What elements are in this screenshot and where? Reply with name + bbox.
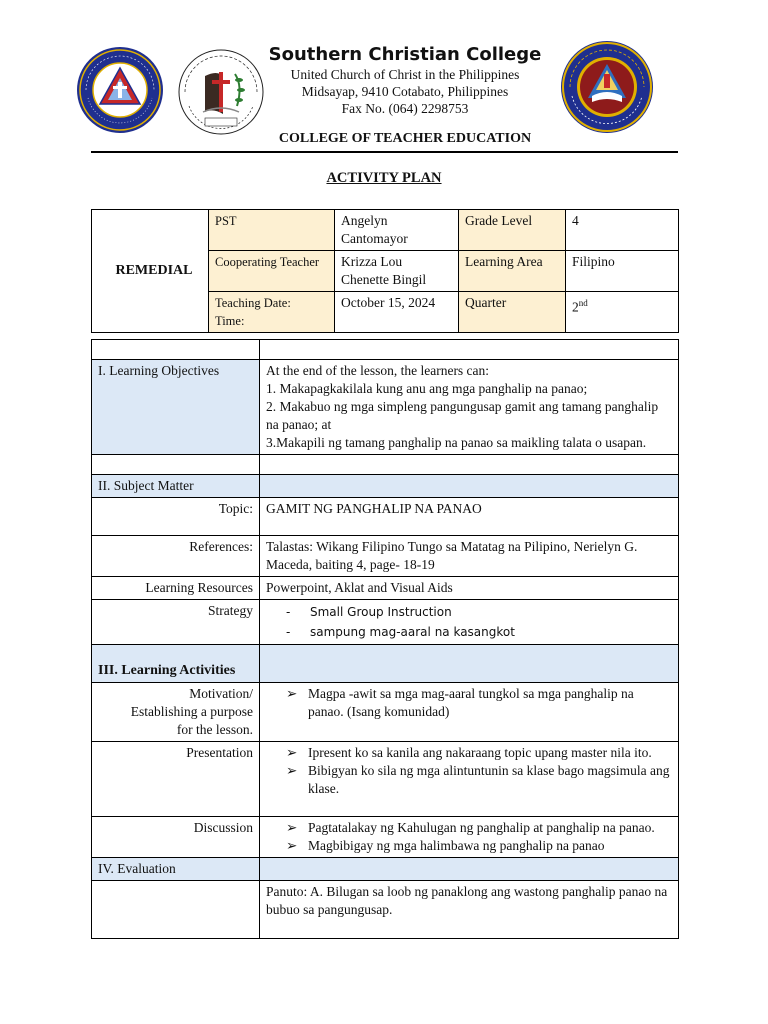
- strategy-item-text: sampung mag-aaral na kasangkot: [310, 625, 515, 639]
- presentation-item-text: Ipresent ko sa kanila ang nakaraang topic upang master nila ito.: [308, 745, 652, 760]
- presentation-label: Presentation: [92, 742, 260, 817]
- blank-cell: [260, 455, 679, 475]
- blank-header-cell-left: [92, 340, 260, 360]
- evaluation-blank: [260, 858, 679, 881]
- quarter-suffix: nd: [578, 298, 588, 308]
- presentation-item: [266, 762, 672, 798]
- evaluation-instructions: Panuto: A. Bilugan sa loob ng panaklong ang wastong panghalip panao na bubuo sa pangungusap.: [260, 881, 679, 939]
- quarter-value: 2: [572, 299, 579, 315]
- evaluation-label: IV. Evaluation: [92, 858, 260, 881]
- department-name: COLLEGE OF TEACHER EDUCATION: [278, 131, 532, 146]
- arrow-bullet-icon: ➢: [286, 686, 298, 701]
- teaching-date-value: October 15, 2024: [335, 292, 459, 333]
- blank-header-cell-right: [260, 340, 679, 360]
- discussion-item-text: Pagtatalakay ng Kahulugan ng panghalip at panghalip na panao.: [308, 820, 655, 835]
- quarter-label: Quarter: [459, 292, 566, 333]
- motivation-cell: [260, 683, 679, 742]
- topic-label: Topic:: [92, 498, 260, 536]
- pst-value: Angelyn Cantomayor: [335, 210, 459, 251]
- strategy-item-text: Small Group Instruction: [310, 605, 452, 619]
- discussion-item-text: Magbibigay ng mga halimbawa ng panghalip na panao: [308, 838, 605, 853]
- fax-line: Fax No. (064) 2298753: [341, 101, 469, 116]
- learning-activities-label: III. Learning Activities: [98, 663, 236, 678]
- arrow-bullet-icon: ➢: [286, 820, 298, 835]
- college-of-teacher-education-seal-logo: [560, 40, 654, 134]
- subject-matter-label: II. Subject Matter: [92, 475, 260, 498]
- objectives-intro: At the end of the lesson, the learners can:: [266, 363, 490, 378]
- cooperating-teacher-value: Krizza Lou Chenette Bingil: [335, 251, 459, 292]
- learning-area-value: Filipino: [566, 251, 679, 292]
- discussion-label: Discussion: [92, 817, 260, 858]
- learning-resources-label: Learning Resources: [92, 577, 260, 600]
- header-rule: [91, 151, 678, 153]
- time-label: Time:: [215, 314, 245, 328]
- learning-resources-value: Powerpoint, Aklat and Visual Aids: [260, 577, 679, 600]
- grade-level-label: Grade Level: [459, 210, 566, 251]
- arrow-bullet-icon: ➢: [286, 763, 298, 778]
- references-value: Talastas: Wikang Filipino Tungo sa Matatag na Pilipino, Nerielyn G. Maceda, baiting 4, page- 18-19: [260, 536, 679, 577]
- learning-area-label: Learning Area: [459, 251, 566, 292]
- motivation-item-text: Magpa -awit sa mga mag-aaral tungkol sa mga panghalip na panao. (Isang komunidad): [308, 686, 634, 719]
- objective-1: 1. Makapagkakilala kung anu ang mga panghalip na panao;: [266, 381, 588, 396]
- dash-bullet: -: [286, 625, 291, 639]
- presentation-item: [266, 744, 672, 762]
- arrow-bullet-icon: ➢: [286, 838, 298, 853]
- references-label: References:: [92, 536, 260, 577]
- learning-activities-blank: [260, 645, 679, 683]
- quarter-value-cell: [566, 292, 679, 333]
- objective-2: 2. Makabuo ng mga simpleng pangungusap gamit ang tamang panghalip na panao; at: [266, 399, 659, 432]
- presentation-cell: [260, 742, 679, 817]
- college-name: Southern Christian College: [268, 44, 542, 65]
- subject-matter-blank: [260, 475, 679, 498]
- address-line-2: Midsayap, 9410 Cotabato, Philippines: [301, 84, 509, 99]
- objective-3: 3.Makapili ng tamang panghalip na panao sa maikling talata o usapan.: [266, 435, 647, 450]
- strategy-item: [266, 622, 672, 642]
- topic-value: GAMIT NG PANGHALIP NA PANAO: [260, 498, 679, 536]
- discussion-item: [266, 837, 672, 855]
- cooperating-teacher-label: Cooperating Teacher: [209, 251, 335, 292]
- teaching-date-cell: [209, 292, 335, 333]
- info-table: [91, 209, 679, 333]
- discussion-cell: [260, 817, 679, 858]
- strategy-item: [266, 602, 672, 622]
- plan-table: [91, 339, 679, 939]
- objectives-label: I. Learning Objectives: [92, 360, 260, 455]
- strategy-cell: [260, 600, 679, 645]
- blank-cell: [92, 455, 260, 475]
- discussion-item: [266, 819, 672, 837]
- strategy-label: Strategy: [92, 600, 260, 645]
- grade-level-value: 4: [566, 210, 679, 251]
- pst-label: PST: [209, 210, 335, 251]
- objectives-cell: [260, 360, 679, 455]
- motivation-label: Motivation/ Establishing a purpose for the lesson.: [92, 683, 260, 742]
- remedial-label: REMEDIAL: [92, 210, 209, 333]
- evaluation-blank-left: [92, 881, 260, 939]
- teaching-date-label: Teaching Date:: [215, 296, 291, 310]
- presentation-item-text: Bibigyan ko sila ng mga alintuntunin sa klase bago magsimula ang klase.: [308, 763, 670, 796]
- dash-bullet: -: [286, 605, 291, 619]
- learning-activities-label-cell: [92, 645, 260, 683]
- motivation-item: [266, 685, 672, 721]
- address-line-1: United Church of Christ in the Philippines: [290, 67, 520, 82]
- southern-christian-college-seal-logo: [76, 46, 164, 134]
- document-title: ACTIVITY PLAN: [326, 170, 442, 186]
- arrow-bullet-icon: ➢: [286, 745, 298, 760]
